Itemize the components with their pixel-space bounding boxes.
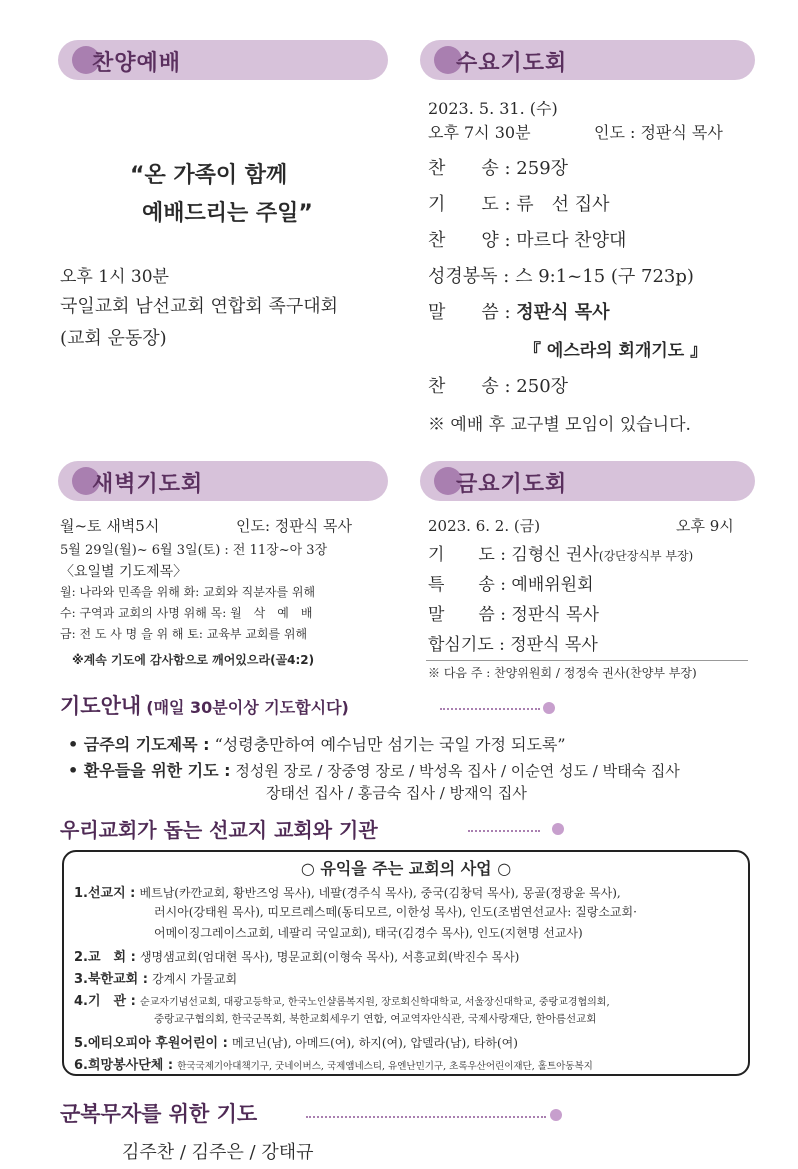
patients-names: 정성원 장로 / 장중영 장로 / 박성옥 집사 / 이순연 성도 / 박태숙 집사 — [235, 762, 680, 780]
prayer-topic-value: “성령충만하여 예수님만 섬기는 국일 가정 되도록” — [214, 735, 566, 754]
row-value: 정판식 목사 — [511, 605, 599, 625]
dawn-header — [58, 461, 388, 501]
friday-divider — [426, 660, 748, 661]
dawn-period: 5월 29일(월)~ 6월 3일(토) : 전 11장~아 3장 — [60, 543, 328, 558]
wednesday-row-closing-hymn — [428, 372, 568, 398]
wednesday-time: 오후 7시 30분 — [428, 123, 531, 142]
row-value: 정판식 목사 — [510, 635, 598, 655]
row-value: 류 선 집사 — [516, 194, 610, 215]
praise-theme-line2: 예배드리는 주일” — [142, 201, 313, 226]
prayer-guide-leader — [440, 708, 540, 710]
missions-line-text: 순교자기념선교회, 대광고등학교, 한국노인샬롬복지원, 장로회신학대학교, 서울장신대학교, 중랑교경협의회, — [139, 997, 610, 1008]
row-label: 찬 송 : — [428, 376, 511, 397]
prayer-topic-label: • 금주의 기도제목 : — [68, 735, 210, 754]
prayer-guide-subtitle: (매일 30분이상 기도합시다) — [146, 698, 349, 717]
military-leader — [306, 1116, 546, 1118]
missions-leader — [468, 830, 540, 832]
missions-line-text: 메코닌(남), 아메드(여), 하지(여), 압델라(남), 타하(여) — [231, 1036, 518, 1050]
friday-title: 금요기도회 — [456, 472, 568, 497]
missions-line-text: 베트남(카깐교회, 황반즈엉 목사), 네팔(경주식 목사), 중국(김창덕 목사), 몽골(정광윤 목사), — [139, 886, 621, 900]
row-label: 성경봉독 : — [428, 266, 510, 287]
praise-title: 찬양예배 — [92, 51, 182, 76]
patients-line — [68, 758, 680, 781]
missions-box-title: ○ 유익을 주는 교회의 사업 ○ — [300, 859, 512, 878]
military-names: 김주찬 / 김주은 / 강태규 — [122, 1142, 314, 1163]
missions-line — [74, 1032, 518, 1051]
dawn-verse: ※계속 기도에 감사함으로 깨어있으라(골4:2) — [72, 653, 315, 667]
wednesday-row-reading — [428, 262, 694, 288]
wednesday-row-sermon — [428, 298, 610, 324]
row-value: 김형신 권사 — [511, 545, 599, 565]
wednesday-title: 수요기도회 — [456, 51, 568, 76]
wednesday-date: 2023. 5. 31. (수) — [428, 99, 558, 118]
row-label: 특 송 : — [428, 575, 506, 595]
dawn-title: 새벽기도회 — [92, 472, 204, 497]
row-label: 기 도 : — [428, 194, 511, 215]
wednesday-leader: 인도 : 정판식 목사 — [594, 123, 723, 142]
dawn-leader: 인도: 정판식 목사 — [236, 517, 353, 535]
missions-line — [74, 968, 237, 987]
patients-names-continued: 장태선 집사 / 홍금숙 집사 / 방재익 집사 — [266, 784, 527, 802]
friday-next: ※ 다음 주 : 찬양위원회 / 정정숙 권사(찬양부 부장) — [428, 666, 697, 680]
dawn-topic-line: 월: 나라와 민족을 위해 화: 교회와 직분자를 위해 — [60, 585, 316, 599]
missions-line-label: 1.선교지 : — [74, 886, 136, 901]
friday-row-special — [428, 570, 594, 595]
wednesday-row-choir — [428, 226, 626, 252]
missions-line-label: 5.에티오피아 후원어린이 : — [74, 1036, 228, 1051]
row-value: 정판식 목사 — [516, 302, 610, 323]
missions-title: 우리교회가 돕는 선교지 교회와 기관 — [60, 818, 378, 842]
row-label: 기 도 : — [428, 545, 506, 565]
praise-time: 오후 1시 30분 — [60, 267, 169, 287]
friday-time: 오후 9시 — [676, 517, 734, 535]
wednesday-sermon-title: 『 에스라의 회개기도 』 — [524, 341, 708, 361]
missions-line — [74, 990, 610, 1009]
missions-line-text: 강계시 가물교회 — [152, 972, 238, 986]
military-title: 군복무자를 위한 기도 — [60, 1102, 258, 1126]
dawn-topic-line: 수: 구역과 교회의 사명 위해 목: 월 삭 예 배 — [60, 606, 313, 620]
dawn-topics-header: 〈요일별 기도제목〉 — [60, 564, 188, 580]
missions-line-label: 6.희망봉사단체 : — [74, 1058, 174, 1073]
prayer-guide-heading — [60, 690, 349, 720]
prayer-guide-end-dot — [543, 702, 555, 714]
missions-line — [74, 1054, 593, 1073]
dawn-days: 월~토 새벽5시 — [60, 517, 160, 535]
row-label: 찬 양 : — [428, 230, 511, 251]
wednesday-note: ※ 예배 후 교구별 모임이 있습니다. — [428, 415, 691, 435]
missions-line-label: 4.기 관 : — [74, 994, 136, 1009]
missions-line — [74, 946, 519, 965]
row-label: 말 씀 : — [428, 302, 511, 323]
missions-line-text: 한국국제기아대책기구, 굿네이버스, 국제앰네스티, 유엔난민기구, 초록우산어린이재단, 홀트아동복지 — [177, 1061, 593, 1072]
missions-line-label: 2.교 회 : — [74, 950, 136, 965]
row-value: 250장 — [516, 376, 569, 397]
patients-label: • 환우들을 위한 기도 : — [68, 761, 231, 780]
row-label: 말 씀 : — [428, 605, 506, 625]
row-value: 마르다 찬양대 — [516, 230, 627, 251]
missions-line — [154, 1011, 596, 1026]
friday-header — [420, 461, 755, 501]
missions-line-label: 3.북한교회 : — [74, 972, 148, 987]
friday-row-sermon — [428, 600, 599, 625]
dawn-topic-line: 금: 전 도 사 명 을 위 해 토: 교육부 교회를 위해 — [60, 627, 308, 641]
friday-row-prayer — [428, 540, 693, 565]
praise-theme-line1: “온 가족이 함께 — [130, 163, 288, 188]
friday-row-joint-prayer — [428, 630, 598, 655]
missions-box — [62, 850, 750, 1076]
friday-date: 2023. 6. 2. (금) — [428, 517, 541, 535]
praise-event: 국일교회 남선교회 연합회 족구대회 — [60, 296, 338, 317]
missions-line — [154, 924, 583, 941]
row-value: 259장 — [516, 158, 569, 179]
military-end-dot — [550, 1109, 562, 1121]
missions-line-text: 어메이징그레이스교회, 네팔리 국일교회), 태국(김경수 목사), 인도(지현명 선교사) — [154, 926, 583, 940]
praise-header — [58, 40, 388, 80]
missions-line — [74, 882, 621, 901]
missions-line — [154, 903, 637, 920]
prayer-guide-title: 기도안내 — [60, 694, 142, 718]
missions-line-text: 중랑교구협의회, 한국군목회, 북한교회세우기 연합, 여교역자안식관, 국제사랑재단, 한아름선교회 — [154, 1013, 597, 1025]
row-value: 스 9:1~15 (구 723p) — [515, 266, 694, 287]
missions-line-text: 러시아(강태원 목사), 띠모르레스떼(동티모르, 이한성 목사), 인도(조범연선교사: 질랑소교회· — [154, 905, 637, 919]
praise-place: (교회 운동장) — [60, 328, 167, 349]
row-extra: (강단장식부 부장) — [598, 549, 694, 563]
prayer-topic-line — [68, 732, 566, 755]
row-label: 합심기도 : — [428, 635, 505, 655]
wednesday-row-hymn — [428, 154, 568, 180]
missions-end-dot — [552, 823, 564, 835]
wednesday-header — [420, 40, 755, 80]
missions-line-text: 생명샘교회(엄대현 목사), 명문교회(이형숙 목사), 서흥교회(박진수 목사) — [139, 950, 520, 964]
row-label: 찬 송 : — [428, 158, 511, 179]
row-value: 예배위원회 — [511, 575, 594, 595]
wednesday-row-prayer — [428, 190, 610, 216]
